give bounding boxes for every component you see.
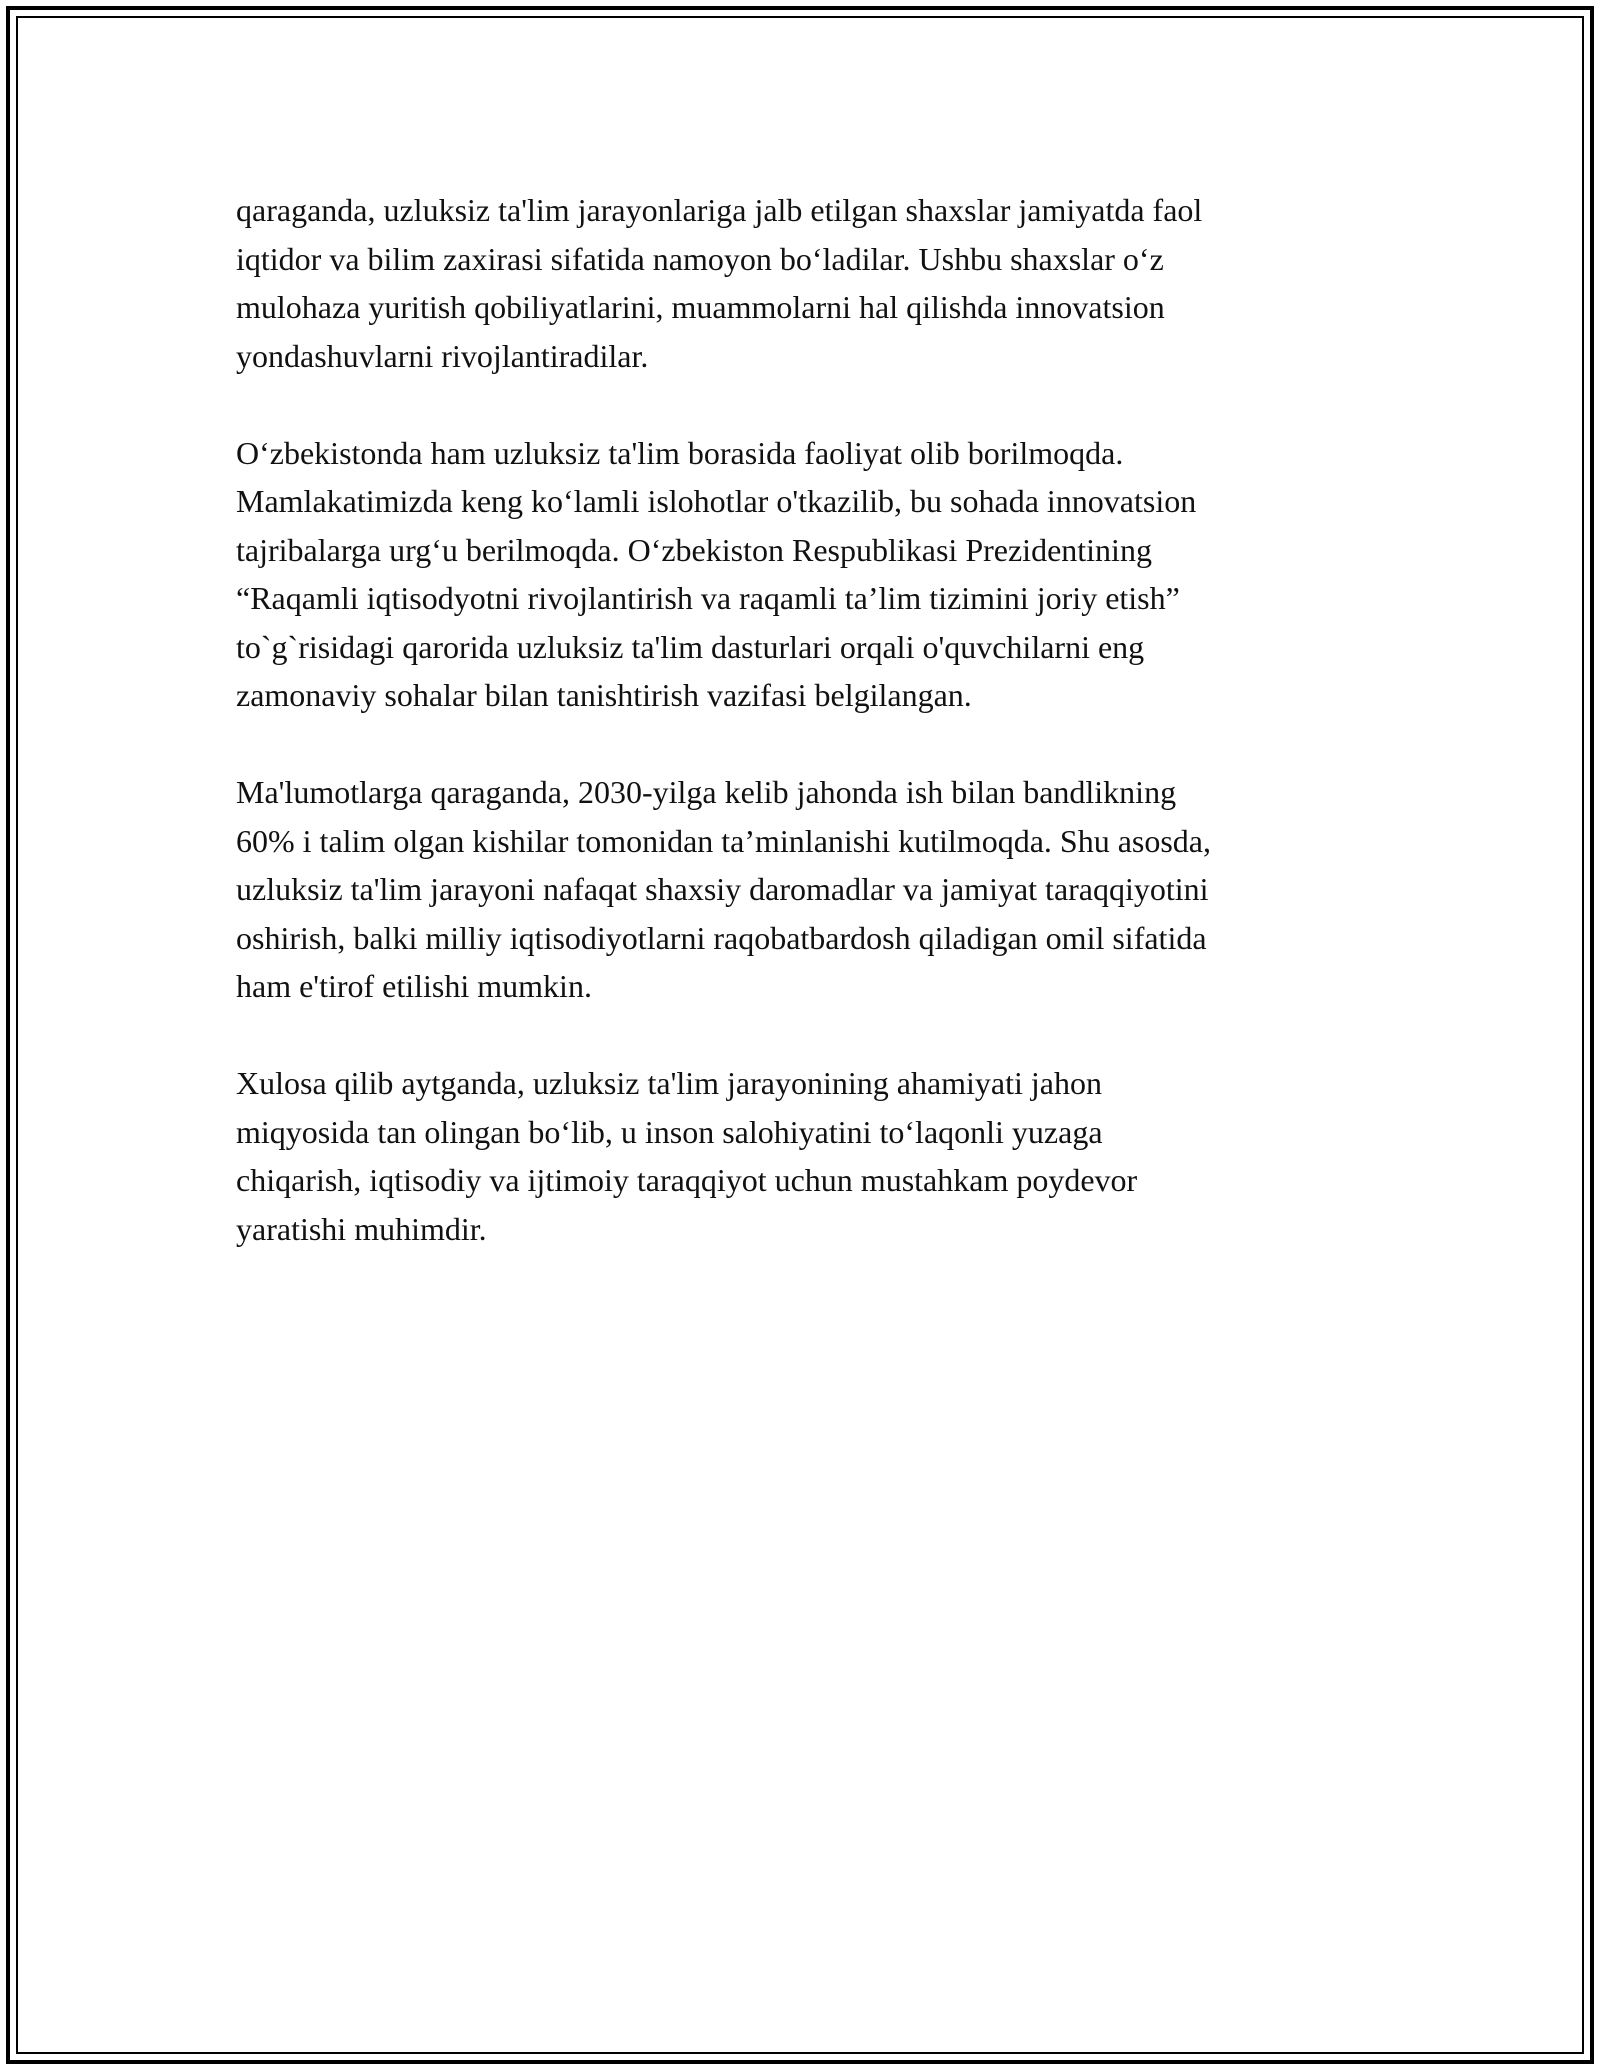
text-line: “Raqamli iqtisodyotni rivojlantirish va raqamli ta’lim tizimini joriy etish” — [236, 580, 1180, 616]
paragraph — [236, 429, 1366, 720]
text-line: Mamlakatimizda keng ko‘lamli islohotlar o'tkazilib, bu sohada innovatsion — [236, 483, 1197, 519]
text-line: yaratishi muhimdir. — [236, 1210, 487, 1247]
text-line: mulohaza yuritish qobiliyatlarini, muammolarni hal qilishda innovatsion — [236, 289, 1165, 325]
document-body — [236, 186, 1366, 1302]
text-line: oshirish, balki milliy iqtisodiyotlarni raqobatbardosh qiladigan omil sifatida — [236, 919, 1207, 956]
paragraph — [236, 186, 1366, 380]
text-line: Ma'lumotlarga qaraganda, 2030-yilga kelib jahonda ish bilan bandlikning — [236, 774, 1177, 810]
text-line: miqyosida tan olingan bo‘lib, u inson salohiyatini to‘laqonli yuzaga — [236, 1113, 1103, 1150]
text-line: 60% i talim olgan kishilar tomonidan ta’minlanishi kutilmoqda. Shu asosda, — [236, 822, 1211, 859]
text-line: zamonaviy sohalar bilan tanishtirish vazifasi belgilangan. — [236, 677, 972, 713]
text-line: qaraganda, uzluksiz ta'lim jarayonlariga jalb etilgan shaxslar jamiyatda faol — [236, 192, 1203, 228]
text-line: yondashuvlarni rivojlantiradilar. — [236, 337, 649, 374]
text-line: uzluksiz ta'lim jarayoni nafaqat shaxsiy daromadlar va jamiyat taraqqiyotini — [236, 871, 1209, 907]
paragraph — [236, 768, 1366, 1011]
paragraph — [236, 1059, 1366, 1253]
text-line: chiqarish, iqtisodiy va ijtimoiy taraqqiyot uchun mustahkam poydevor — [236, 1162, 1138, 1198]
text-line: Xulosa qilib aytganda, uzluksiz ta'lim jarayonining ahamiyati jahon — [236, 1065, 1102, 1101]
text-line: ham e'tirof etilishi mumkin. — [236, 968, 592, 1004]
text-line: tajribalarga urg‘u berilmoqda. O‘zbekiston Respublikasi Prezidentining — [236, 531, 1152, 568]
text-line: O‘zbekistonda ham uzluksiz ta'lim borasida faoliyat olib borilmoqda. — [236, 434, 1124, 471]
text-line: iqtidor va bilim zaxirasi sifatida namoyon bo‘ladilar. Ushbu shaxslar o‘z — [236, 240, 1164, 277]
text-line: to`g`risidagi qarorida uzluksiz ta'lim dasturlari orqali o'quvchilarni eng — [236, 628, 1145, 665]
